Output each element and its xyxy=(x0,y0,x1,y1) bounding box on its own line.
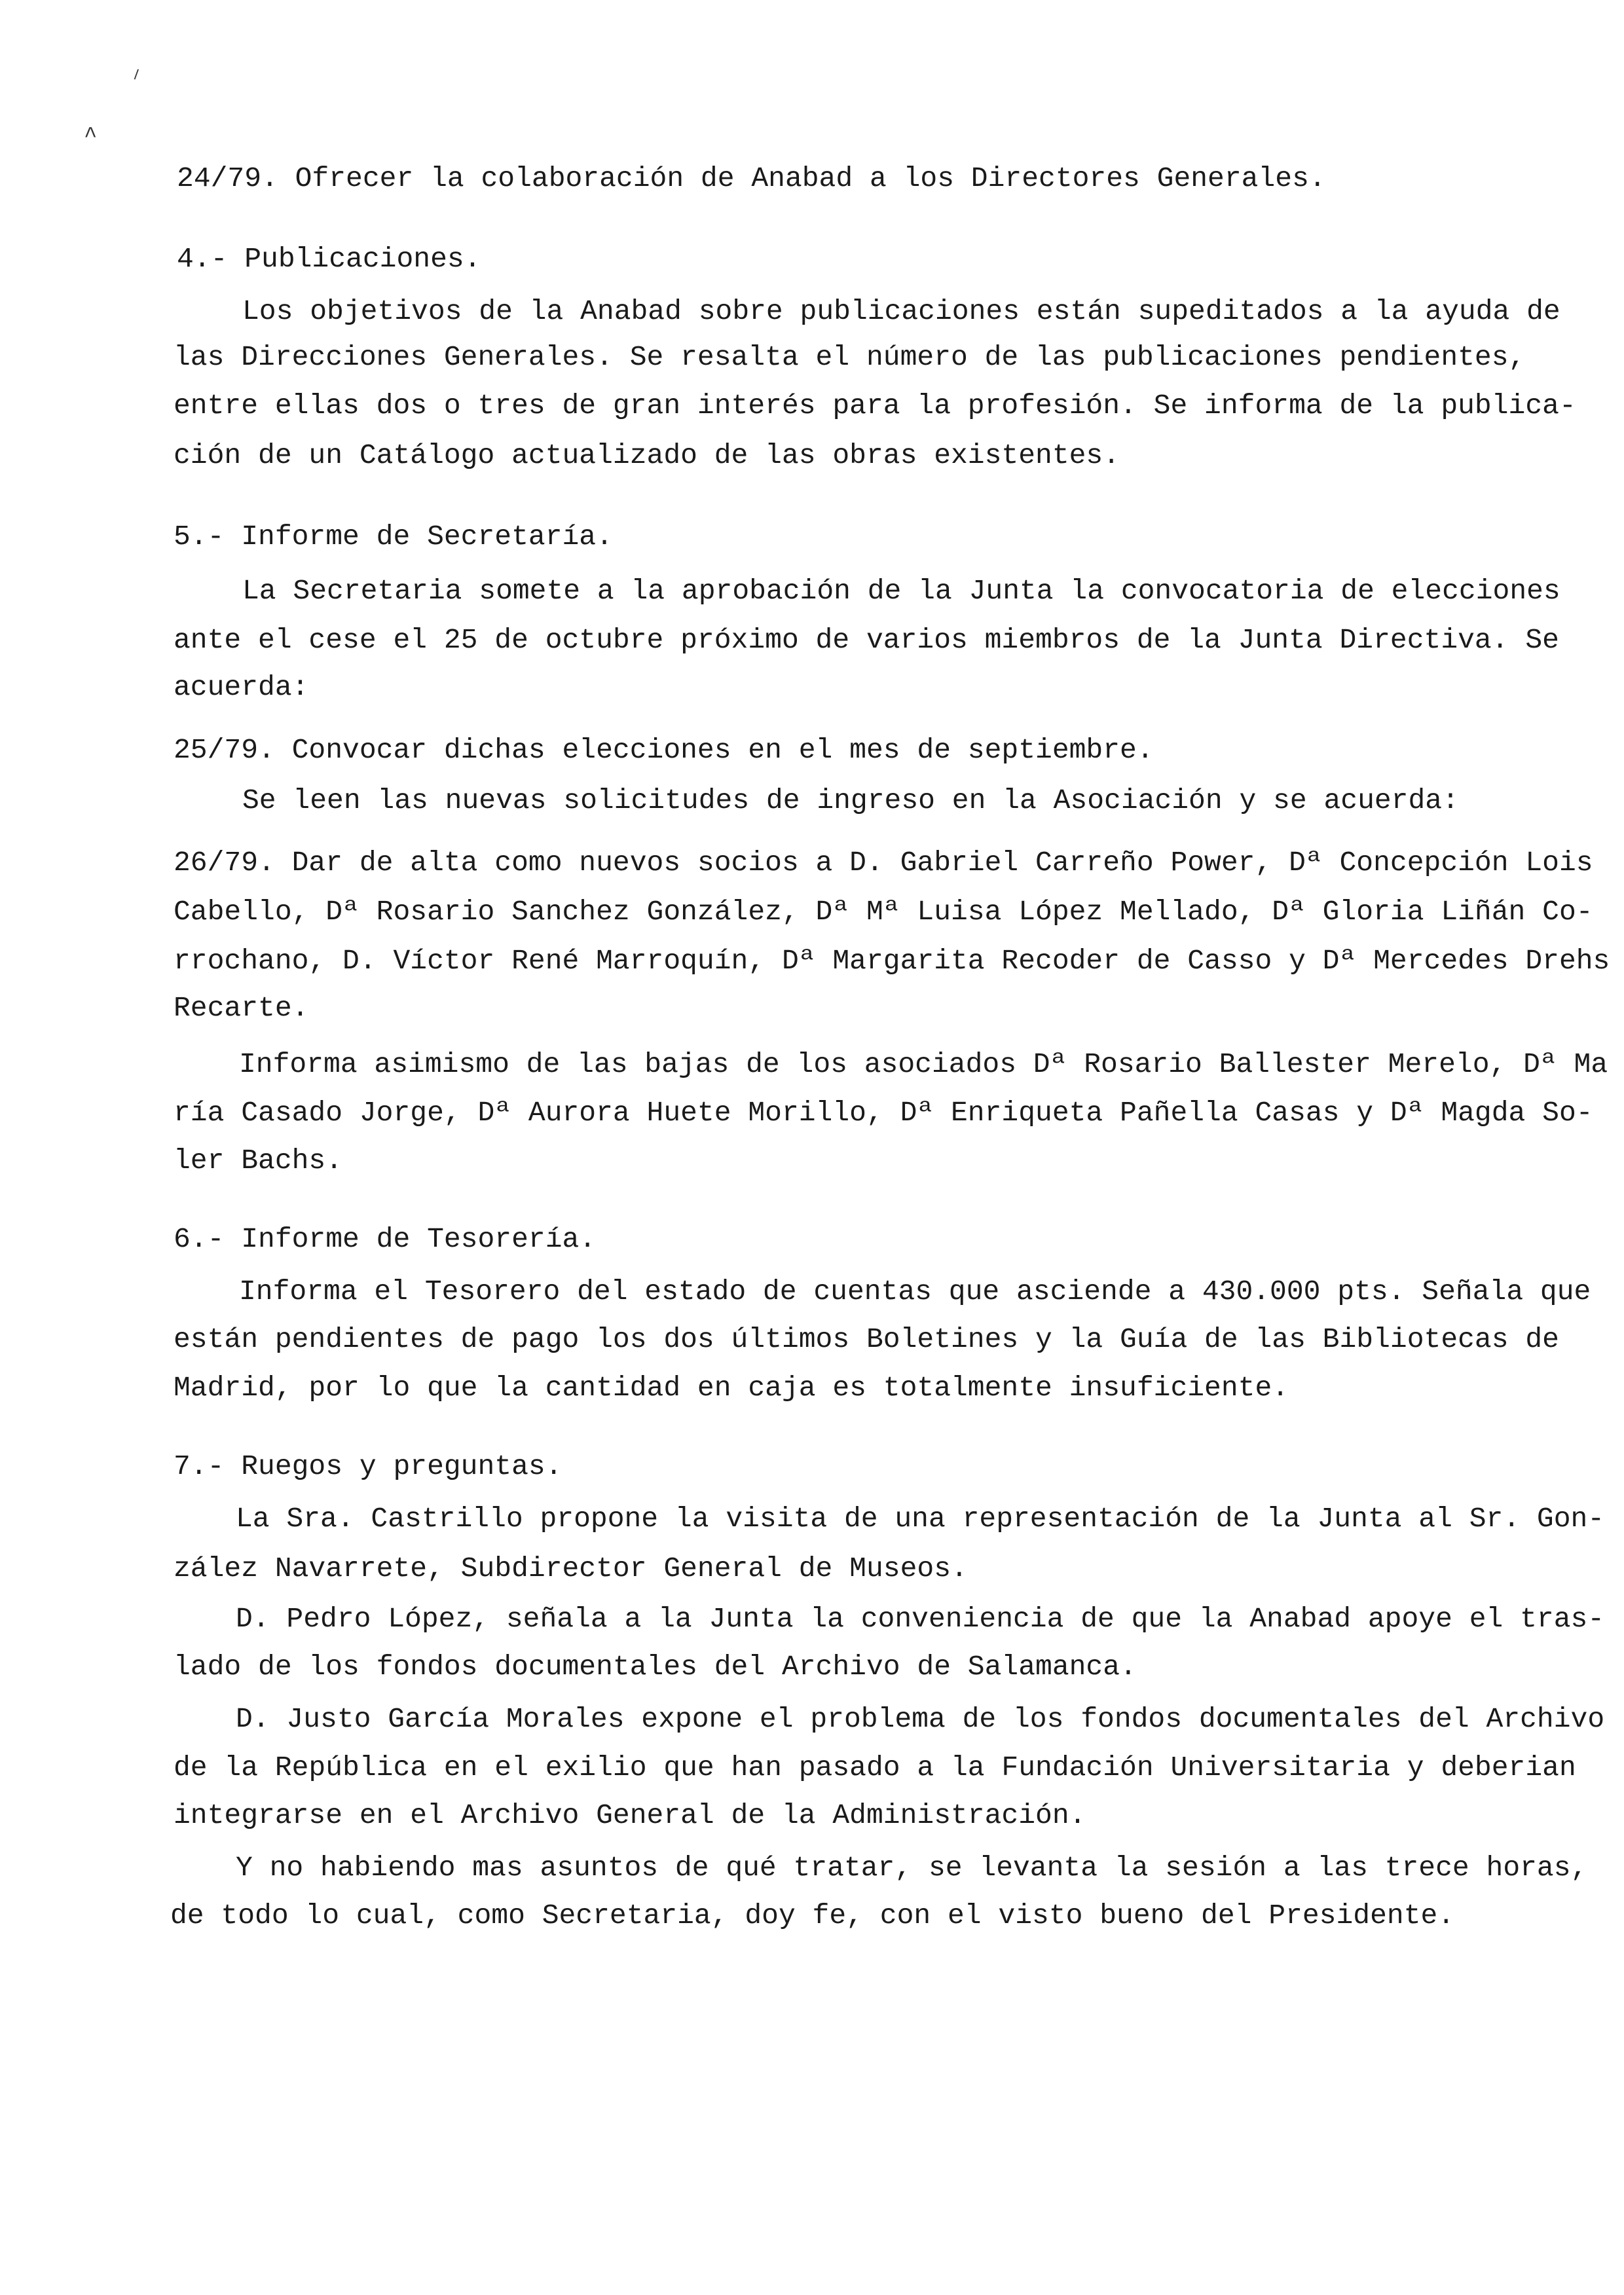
ruegos-castrillo-line-2: zález Navarrete, Subdirector General de Museos. xyxy=(174,1552,968,1585)
publicaciones-line-2: las Direcciones Generales. Se resalta el número de las publicaciones pendientes, xyxy=(174,341,1526,373)
resolution-25-79: 25/79. Convocar dichas elecciones en el mes de septiembre. xyxy=(174,734,1154,766)
resolution-26-79-line-2: Cabello, Dª Rosario Sanchez González, Dª Mª Luisa López Mellado, Dª Gloria Liñán Co- xyxy=(174,896,1593,928)
tesoreria-line-3: Madrid, por lo que la cantidad en caja es totalmente insuficiente. xyxy=(174,1372,1289,1404)
resolution-26-79-line-1: 26/79. Dar de alta como nuevos socios a D. Gabriel Carreño Power, Dª Concepción Lois xyxy=(174,847,1593,879)
heading-secretaria: 5.- Informe de Secretaría. xyxy=(174,521,613,553)
stray-pen-mark: ⸝ xyxy=(124,58,146,86)
ruegos-garcia-line-2: de la República en el exilio que han pasado a la Fundación Universitaria y deberian xyxy=(174,1752,1576,1784)
publicaciones-line-1: Los objetivos de la Anabad sobre publicaciones están supeditados a la ayuda de xyxy=(242,295,1560,327)
ruegos-lopez-line-2: lado de los fondos documentales del Archivo de Salamanca. xyxy=(174,1651,1137,1683)
heading-publicaciones: 4.- Publicaciones. xyxy=(177,243,481,275)
resolution-24-79: 24/79. Ofrecer la colaboración de Anabad a los Directores Generales. xyxy=(177,162,1326,194)
ruegos-garcia-line-3: integrarse en el Archivo General de la Administración. xyxy=(174,1799,1086,1831)
closing-line-1: Y no habiendo mas asuntos de qué tratar, se levanta la sesión a las trece horas, xyxy=(236,1852,1588,1884)
publicaciones-line-3: entre ellas dos o tres de gran interés para la profesión. Se informa de la publica- xyxy=(174,390,1576,422)
ruegos-castrillo-line-1: La Sra. Castrillo propone la visita de una representación de la Junta al Sr. Gon- xyxy=(236,1503,1605,1535)
bajas-line-3: ler Bachs. xyxy=(174,1145,343,1177)
tesoreria-line-2: están pendientes de pago los dos últimos Boletines y la Guía de las Bibliotecas de xyxy=(174,1323,1559,1355)
publicaciones-line-4: ción de un Catálogo actualizado de las obras existentes. xyxy=(174,439,1120,471)
bajas-line-1: Informa asimismo de las bajas de los asociados Dª Rosario Ballester Merelo, Dª Ma xyxy=(239,1048,1608,1080)
heading-tesoreria: 6.- Informe de Tesorería. xyxy=(174,1223,597,1255)
tesoreria-line-1: Informa el Tesorero del estado de cuentas que asciende a 430.000 pts. Señala que xyxy=(239,1276,1591,1308)
ruegos-garcia-line-1: D. Justo García Morales expone el problema de los fondos documentales del Archivo xyxy=(236,1703,1605,1735)
closing-line-2: de todo lo cual, como Secretaria, doy fe, con el visto bueno del Presidente. xyxy=(170,1900,1455,1932)
secretaria-line-3: acuerda: xyxy=(174,671,309,703)
resolution-26-79-line-4: Recarte. xyxy=(174,992,309,1024)
ruegos-lopez-line-1: D. Pedro López, señala a la Junta la conveniencia de que la Anabad apoye el tras- xyxy=(236,1603,1605,1635)
resolution-26-79-line-3: rrochano, D. Víctor René Marroquín, Dª Margarita Recoder de Casso y Dª Mercedes Drehs xyxy=(174,945,1610,977)
heading-ruegos: 7.- Ruegos y preguntas. xyxy=(174,1450,563,1482)
solicitudes-line: Se leen las nuevas solicitudes de ingreso en la Asociación y se acuerda: xyxy=(242,784,1459,817)
secretaria-line-1: La Secretaria somete a la aprobación de la Junta la convocatoria de elecciones xyxy=(242,575,1560,607)
secretaria-line-2: ante el cese el 25 de octubre próximo de varios miembros de la Junta Directiva. Se xyxy=(174,624,1559,656)
stray-caret-mark: ^ xyxy=(84,124,98,149)
bajas-line-2: ría Casado Jorge, Dª Aurora Huete Morillo, Dª Enriqueta Pañella Casas y Dª Magda So- xyxy=(174,1097,1593,1129)
